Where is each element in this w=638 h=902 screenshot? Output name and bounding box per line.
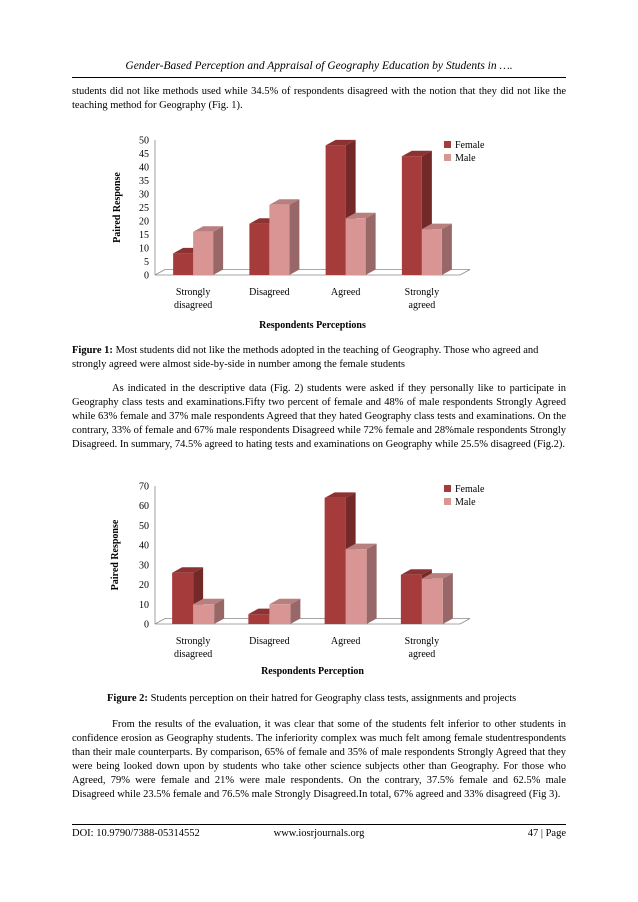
bar-male-1 xyxy=(193,226,223,275)
y-tick-label: 20 xyxy=(139,580,149,592)
footer-page-number: 47 | Page xyxy=(527,828,566,839)
x-axis-label: Respondents Perception xyxy=(261,666,364,677)
y-tick-label: 0 xyxy=(144,619,149,631)
figure-1-chart xyxy=(100,128,500,338)
paragraph-2: As indicated in the descriptive data (Fig. 2) students were asked if they personally like to participate in Geography class tests and examinations.Fifty two percent of female and 48% of male respondents Strongly Agreed while 63% female and 37% male respondents Agreed that they hated Geography class tests and examinations. On the contrary, 33% of female and 67% male respondents Disagreed while 72% female and 28%male respondents Strongly Disagreed. In summary, 74.5% agreed to hating tests and examinations on Geography while 25.5% disagreed (Fig.2). xyxy=(72,383,566,450)
bar-male-1 xyxy=(193,599,224,624)
legend-swatch-female xyxy=(444,485,451,492)
legend-swatch-male xyxy=(444,154,451,161)
y-tick-label: 70 xyxy=(139,481,149,493)
figure-1-label: Figure 1: xyxy=(72,345,113,356)
legend-label-female: Female xyxy=(455,140,485,151)
y-tick-label: 35 xyxy=(139,176,149,187)
x-tick-label: Strongly disagreed xyxy=(173,636,213,660)
footer-rule xyxy=(72,824,566,825)
y-tick-label: 0 xyxy=(144,270,149,282)
x-tick-label: Strongly agreed xyxy=(404,636,440,660)
x-axis-label: Respondents Perceptions xyxy=(259,320,366,331)
y-tick-label: 10 xyxy=(139,243,149,255)
bar-male-3 xyxy=(346,544,377,624)
legend-label-female: Female xyxy=(455,484,485,495)
header-rule xyxy=(72,77,566,78)
x-tick-label: Disagreed xyxy=(249,636,290,647)
bar-male-4 xyxy=(422,573,453,624)
paragraph-1: students did not like methods used while 34.5% of respondents disagreed with the notion that they did not like the teaching method for Geography (Fig. 1). xyxy=(72,86,566,111)
y-tick-label: 30 xyxy=(139,560,149,572)
legend-label-male: Male xyxy=(455,153,476,164)
y-tick-label: 15 xyxy=(139,230,149,241)
x-tick-label: Agreed xyxy=(330,636,361,647)
footer-site: www.iosrjournals.org xyxy=(273,828,365,839)
footer-doi: DOI: 10.9790/7388-05314552 xyxy=(72,828,200,839)
y-tick-label: 20 xyxy=(139,216,149,228)
y-tick-label: 45 xyxy=(139,149,149,160)
y-tick-label: 5 xyxy=(144,257,149,268)
y-tick-label: 40 xyxy=(139,540,149,552)
y-tick-label: 10 xyxy=(139,599,149,611)
bar-male-2 xyxy=(269,599,300,624)
y-axis-label: Paired Response xyxy=(112,172,123,243)
y-axis-label: Paired Response xyxy=(110,519,121,591)
y-tick-label: 30 xyxy=(139,189,149,201)
figure-2-caption xyxy=(107,692,566,706)
x-tick-label: Agreed xyxy=(330,287,361,298)
bar-male-4 xyxy=(422,224,452,275)
figure-2-label: Figure 2: xyxy=(107,693,148,704)
y-tick-label: 25 xyxy=(139,203,149,214)
x-tick-label: Strongly disagreed xyxy=(173,287,213,311)
figure-1-caption-text: Most students did not like the methods adopted in the teaching of Geography. Those who agreed and strongly agreed were almost side-by-side in number among the female students xyxy=(72,345,539,370)
bar-male-3 xyxy=(346,213,376,275)
figure-2-caption-text: Students perception on their hatred for Geography class tests, assignments and projects xyxy=(150,693,517,704)
y-tick-label: 50 xyxy=(139,520,149,532)
paragraph-3: From the results of the evaluation, it was clear that some of the students felt inferior to other students in confidence erosion as Geography students. The inferiority complex was much felt among female studentrespondents than their male counterparts. By comparison, 65% of female and 35% of male respondents Strongly Agreed that they were being looked down upon by students who take other science subjects other than Geography. For those who Agreed, 79% were female and 21% were male respondents. On the contrary, 37.5% female and 62.5% male Disagreed while 23.5% female and 76.5% male Strongly Disagreed.In total, 67% agreed and 33% disagreed (Fig 3). xyxy=(72,719,566,800)
y-tick-label: 60 xyxy=(139,501,149,513)
legend-swatch-male xyxy=(444,498,451,505)
x-tick-label: Disagreed xyxy=(249,287,290,298)
y-tick-label: 40 xyxy=(139,162,149,174)
figure-1-caption xyxy=(72,344,566,372)
figure-2-chart xyxy=(100,474,500,680)
y-tick-label: 50 xyxy=(139,135,149,147)
running-header: Gender-Based Perception and Appraisal of Geography Education by Students in …. xyxy=(125,60,513,72)
legend-label-male: Male xyxy=(455,497,476,508)
legend-swatch-female xyxy=(444,141,451,148)
x-tick-label: Strongly agreed xyxy=(404,287,440,311)
bar-male-2 xyxy=(269,199,299,275)
